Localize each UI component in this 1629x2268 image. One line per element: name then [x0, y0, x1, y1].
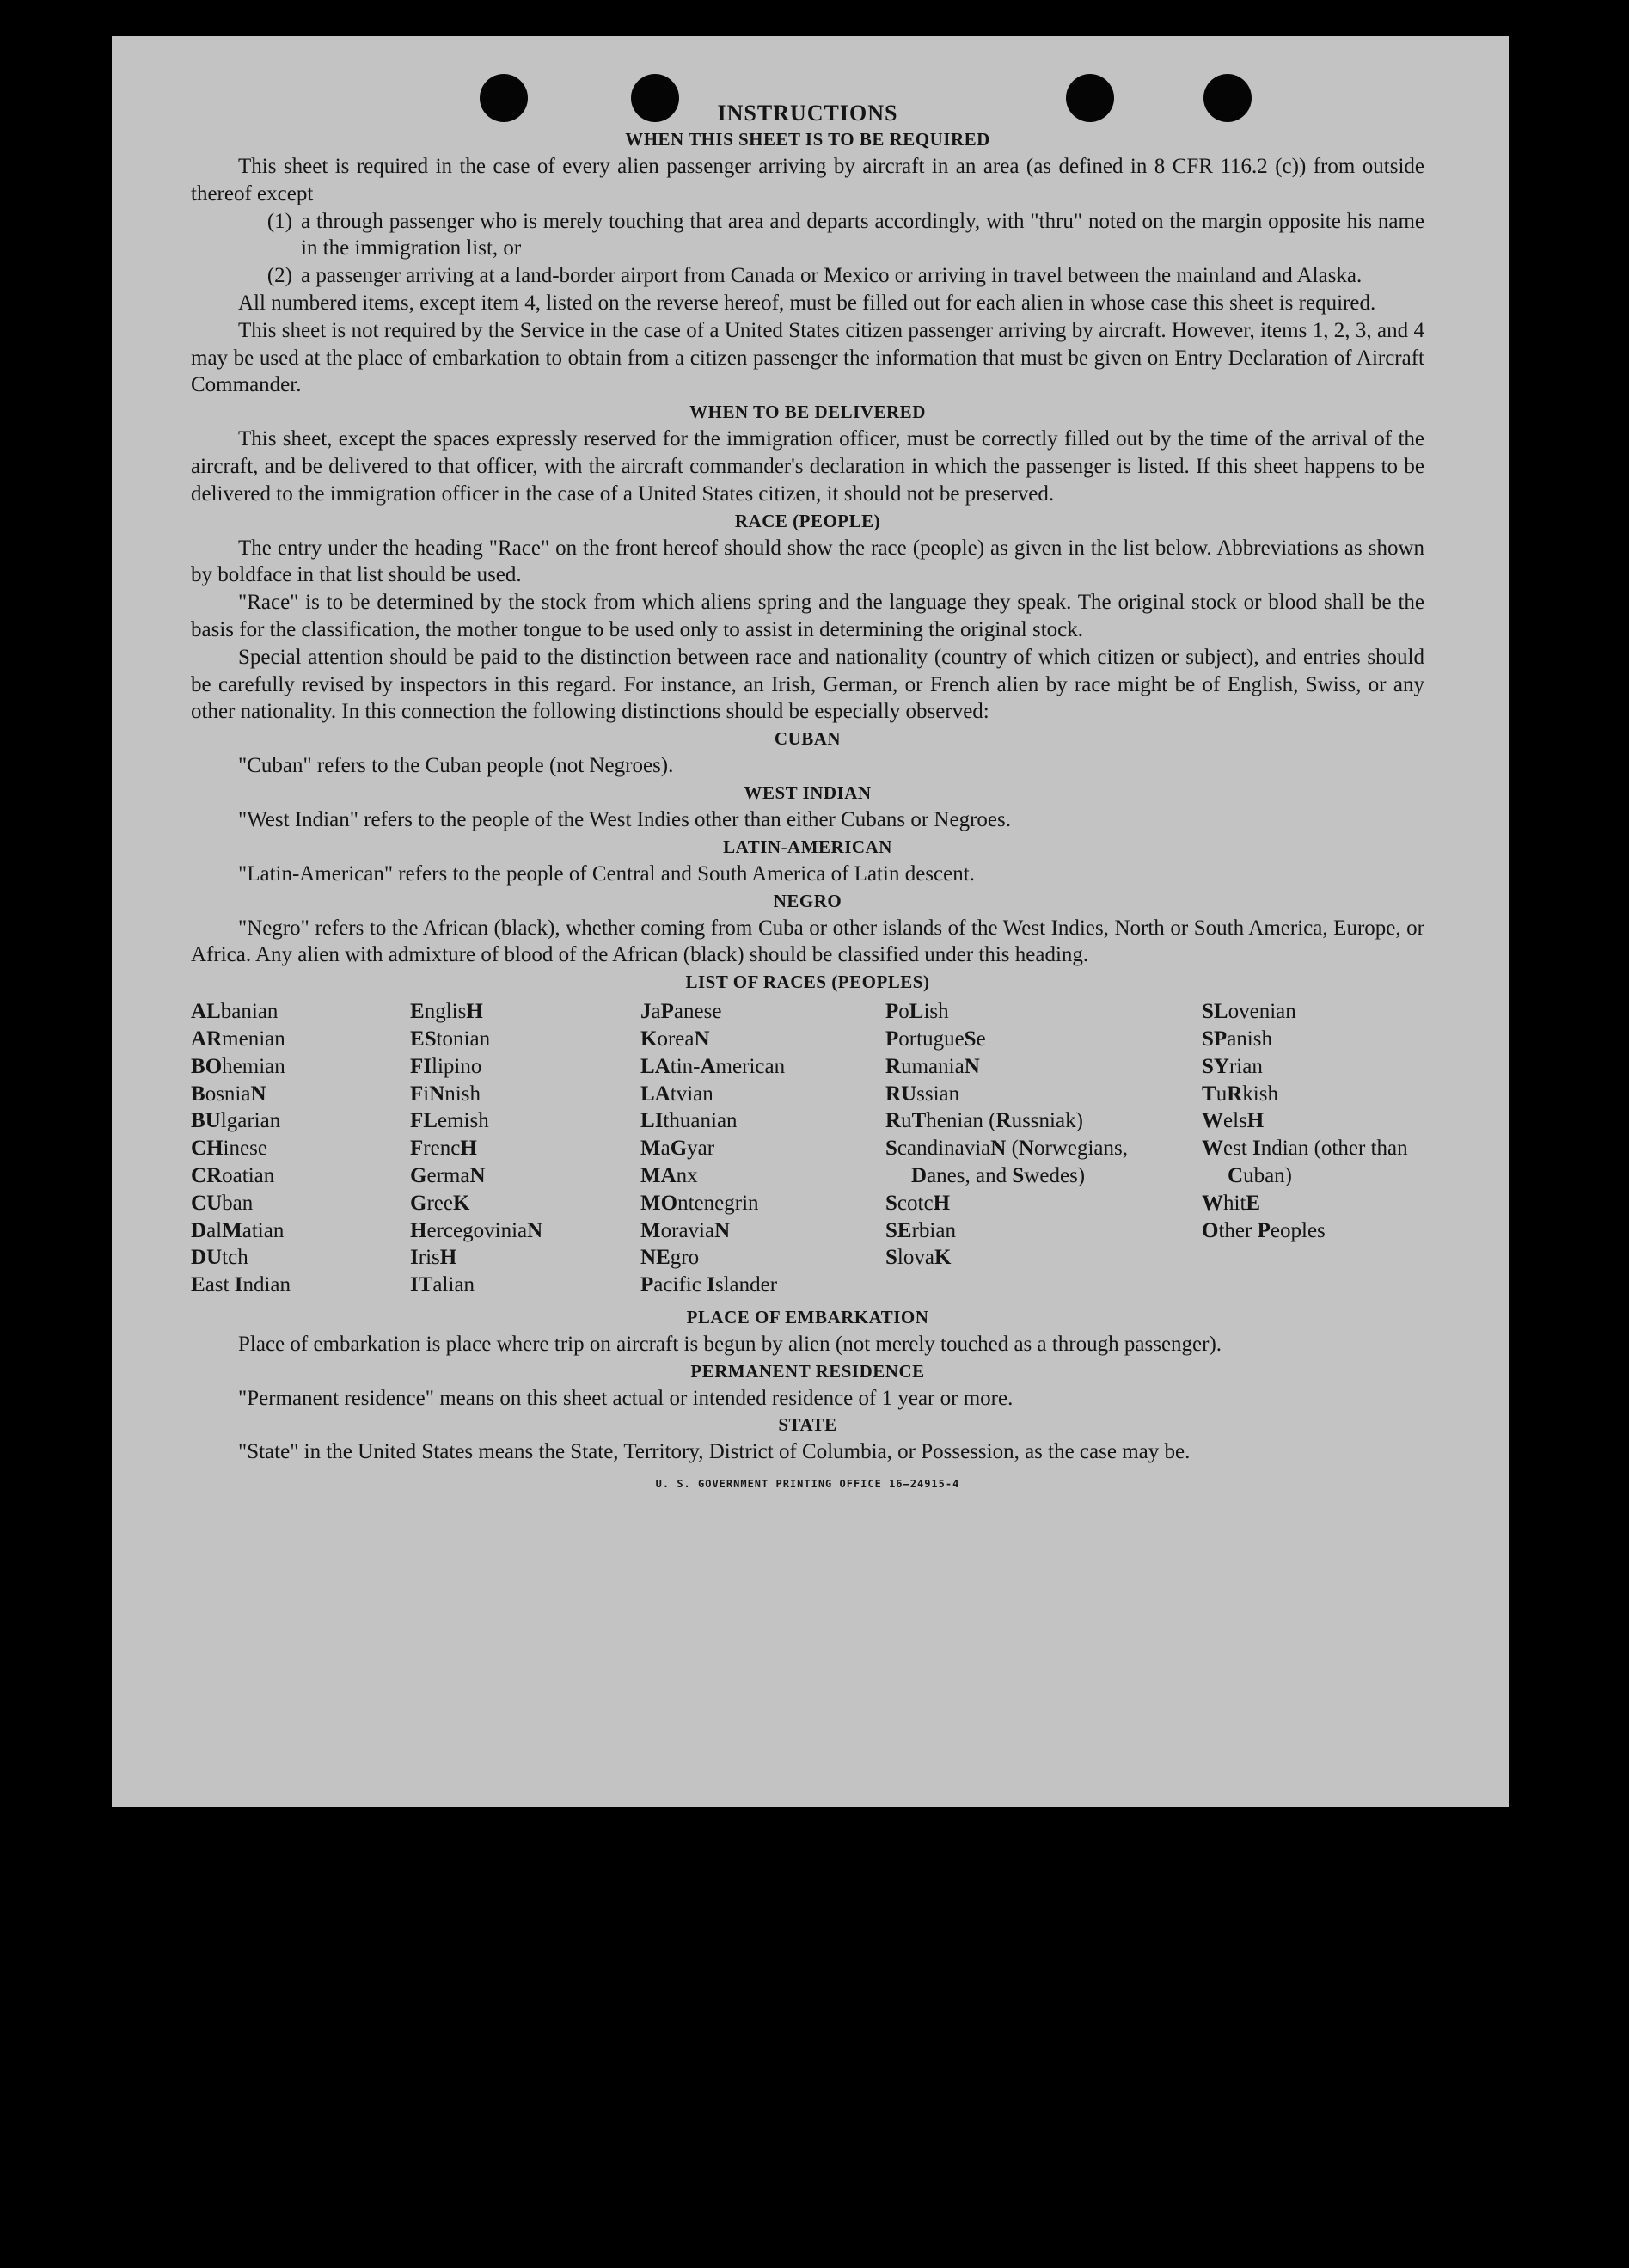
race-entry: RUssian [885, 1082, 960, 1106]
race-entry: ScotcH [885, 1191, 951, 1215]
race-entry: West Indian (other than Cuban) [1202, 1137, 1408, 1187]
section-heading: WHEN TO BE DELIVERED [689, 401, 926, 423]
list-item [191, 262, 1424, 290]
paragraph: The entry under the heading "Race" on the front hereof should show the race (people) as given in the list below. Abbreviations as shown by boldface in that list should be used. [191, 536, 1424, 587]
race-entry: ALbanian [191, 1000, 279, 1024]
race-entry: SLovenian [1202, 1000, 1296, 1024]
race-entry: MOntenegrin [640, 1191, 759, 1215]
race-entry: RuThenian (Russniak) [885, 1109, 1083, 1133]
paragraph: This sheet is not required by the Service in the case of a United States citizen passenger arriving by aircraft. However, items 1, 2, 3, and 4 may be used at the place of embarkation to obtain from a citizen passenger the information that must be given on Entry Declaration of Aircraft Commander. [191, 318, 1424, 397]
section-heading: LATIN-AMERICAN [723, 836, 892, 857]
race-entry: ARmenian [191, 1027, 285, 1051]
race-entry: FiNnish [410, 1082, 481, 1106]
document-title: INSTRUCTIONS [717, 101, 898, 126]
race-entry: NEgro [640, 1246, 700, 1270]
paragraph: "State" in the United States means the State, Territory, District of Columbia, or Possession, as the case may be. [238, 1440, 1191, 1464]
paragraph: "Latin-American" refers to the people of Central and South America of Latin descent. [238, 861, 975, 886]
race-entry: Other Peoples [1202, 1218, 1326, 1242]
race-entry: BUlgarian [191, 1109, 281, 1133]
race-entry: EStonian [410, 1027, 491, 1051]
paragraph: This sheet, except the spaces expressly reserved for the immigration officer, must be correctly filled out by the time of the arrival of the aircraft, and be delivered to that officer, with the aircraft commander's declaration in which the passenger is listed. If this sheet happens to be delivered to the immigration officer in the case of a United States citizen, it should not be preserved. [191, 427, 1424, 506]
races-column [640, 998, 885, 1299]
list-number: (1) [266, 209, 292, 233]
list-text: a passenger arriving at a land-border airport from Canada or Mexico or arriving in travel between the mainland and Alaska. [301, 264, 1363, 288]
race-entry: GreeK [410, 1191, 470, 1215]
section-heading: STATE [778, 1414, 837, 1436]
instructions-content [191, 100, 1424, 1499]
section-heading: PERMANENT RESIDENCE [690, 1360, 925, 1382]
race-entry: DUtch [191, 1246, 248, 1270]
section-heading: CUBAN [774, 728, 842, 750]
race-entry: BOhemian [191, 1054, 285, 1078]
race-entry: CHinese [191, 1137, 267, 1161]
printing-office-footer: U. S. GOVERNMENT PRINTING OFFICE 16—24915-4 [655, 1478, 960, 1491]
paragraph: "Race" is to be determined by the stock from which aliens spring and the language they speak. The original stock or blood shall be the basis for the classification, the mother tongue to be used only to assist in determining the original stock. [191, 591, 1424, 641]
races-heading: LIST OF RACES (PEOPLES) [685, 972, 930, 993]
section-heading: NEGRO [773, 890, 842, 911]
race-entry: CUban [191, 1191, 254, 1215]
race-entry: IrisH [410, 1246, 457, 1270]
race-entry: East Indian [191, 1273, 291, 1297]
section-heading: RACE (PEOPLE) [734, 510, 881, 531]
list-text: a through passenger who is merely touching that area and departs accordingly, with "thru" noted on the margin opposite his name in the immigration list, or [301, 209, 1424, 261]
race-entry: KoreaN [640, 1027, 710, 1051]
race-entry: RumaniaN [885, 1054, 980, 1078]
race-entry: FrencH [410, 1137, 477, 1161]
list-number: (2) [266, 264, 292, 288]
race-entry: CRoatian [191, 1163, 275, 1187]
race-entry: PortugueSe [885, 1027, 986, 1051]
race-entry: PoLish [885, 1000, 949, 1024]
race-entry: MoraviaN [640, 1218, 731, 1242]
race-entry: Pacific Islander [640, 1273, 778, 1297]
race-entry: MaGyar [640, 1137, 715, 1161]
race-entry: TuRkish [1202, 1082, 1278, 1106]
races-column [410, 998, 640, 1299]
paragraph: "Permanent residence" means on this sheet actual or intended residence of 1 year or more. [238, 1386, 1014, 1410]
race-entry: DalMatian [191, 1218, 285, 1242]
paragraph: This sheet is required in the case of every alien passenger arriving by aircraft in an area (as defined in 8 CFR 116.2 (c)) from outside thereof except [191, 155, 1424, 205]
race-entry: ScandinaviaN (Norwegians, Danes, and Swedes) [885, 1137, 1128, 1187]
race-entry: SPanish [1202, 1027, 1272, 1051]
races-list [191, 998, 1424, 1299]
race-entry: LAtvian [640, 1082, 713, 1106]
race-entry: GermaN [410, 1163, 486, 1187]
paragraph: All numbered items, except item 4, listed on the reverse hereof, must be filled out for each alien in whose case this sheet is required. [238, 291, 1376, 315]
document-sheet [112, 36, 1509, 1807]
race-entry: BosniaN [191, 1082, 266, 1106]
race-entry: SlovaK [885, 1246, 952, 1270]
races-column [885, 998, 1202, 1299]
paragraph: "Negro" refers to the African (black), whether coming from Cuba or other islands of the West Indies, North or South America, Europe, or Africa. Any alien with admixture of blood of the African (black) should be classified under this heading. [191, 916, 1424, 967]
race-entry: ITalian [410, 1273, 475, 1297]
section-heading: WHEN THIS SHEET IS TO BE REQUIRED [625, 129, 990, 150]
race-entry: WhitE [1202, 1191, 1261, 1215]
race-entry: LIthuanian [640, 1109, 738, 1133]
race-entry: SErbian [885, 1218, 956, 1242]
race-entry: JaPanese [640, 1000, 722, 1024]
race-entry: SYrian [1202, 1054, 1263, 1078]
paragraph: Place of embarkation is place where trip on aircraft is begun by alien (not merely touched as a through passenger). [238, 1332, 1222, 1356]
race-entry: HercegoviniaN [410, 1218, 543, 1242]
section-heading: WEST INDIAN [744, 782, 872, 803]
paragraph: Special attention should be paid to the distinction between race and nationality (country of which citizen or subject), and entries should be carefully revised by inspectors in this regard. For instance, an Irish, German, or French alien by race might be of English, Swiss, or any other nationality. In this connection the following distinctions should be especially observed: [191, 645, 1424, 724]
race-entry: LAtin-American [640, 1054, 786, 1078]
paragraph: "West Indian" refers to the people of the West Indies other than either Cubans or Negroes. [238, 807, 1011, 831]
race-entry: FIlipino [410, 1054, 482, 1078]
race-entry: MAnx [640, 1163, 698, 1187]
paragraph: "Cuban" refers to the Cuban people (not Negroes). [238, 754, 674, 778]
races-column [1202, 998, 1424, 1299]
race-entry: FLemish [410, 1109, 489, 1133]
race-entry: EnglisH [410, 1000, 483, 1024]
list-item [191, 208, 1424, 263]
section-heading: PLACE OF EMBARKATION [686, 1306, 929, 1327]
races-column [191, 998, 410, 1299]
race-entry: WelsH [1202, 1109, 1265, 1133]
